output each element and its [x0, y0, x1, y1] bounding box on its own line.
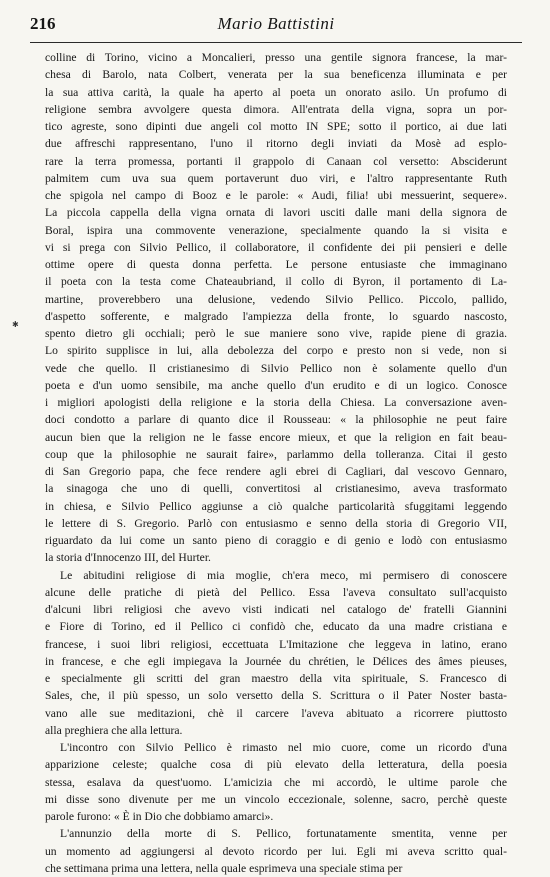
text-line: francese, i suoi libri religiosi, eccettuata L'Imitazione che leggeva in latino, erano: [45, 637, 507, 651]
text-line: rare la terra promessa, portanti il grappolo di Canaan col versetto: Absciderunt: [45, 154, 507, 168]
text-line: due affreschi rappresentano, l'uno il ritorno degli inviati da Mosè ad esplo-: [45, 137, 507, 151]
text-line: martine, proverebbero una delusione, vedendo Silvio Pellico. Piccolo, pallido,: [45, 292, 507, 306]
text-line: vede che quello. Il cristianesimo di Silvio Pellico non è solamente quello d'un: [45, 361, 507, 375]
text-line: d'alcuni libri religiosi che avevo visti indicati nel catalogo de' fratelli Giannini: [45, 603, 507, 616]
text-line: che settimana prima una lettera, nella quale esprimeva una speciale stima per: [45, 861, 403, 875]
text-line: che spigola nel campo di Booz e le parole: « Audi, filia! ubi messuerint, sequere».: [45, 189, 507, 202]
text-line: ottime opere di questa donna perfetta. Le persone entusiaste che immaginano: [45, 258, 507, 271]
text-line: Sales, che, il più spesso, un solo versetto della S. Scrittura o il Pater Noster basta-: [45, 689, 507, 703]
text-line: e Fiore di Torino, ed il Pellico ci confidò che, educato da una madre cristiana e: [45, 620, 507, 634]
text-line: alla preghiera che alla lettura.: [45, 723, 183, 737]
text-line: i migliori apologisti della religione e la storia della Chiesa. La conversazione aven-: [45, 396, 507, 409]
text-line: La piccola cappella della vigna ornata di lavori usciti dalle mani della signora de: [45, 206, 507, 220]
text-line: religione sembra avvolgere questa dimora. All'entrata della vigna, sopra un por-: [45, 102, 507, 116]
text-line: parole furono: « È in Dio che dobbiamo amarci».: [45, 810, 274, 823]
paragraph: [45, 567, 507, 740]
text-line: riguardato da lui come un santo pieno di coraggio e di genio e lodò con entusiasmo: [45, 534, 507, 547]
text-line: aucun bien que la religion ne le fasse encore mieux, et que la religion en fait beau-: [45, 430, 507, 444]
text-line: un momento ad aggiungersi al devoto ricordo per lui. Egli mi aveva scritto qual-: [45, 844, 507, 858]
page-header: [30, 14, 522, 42]
text-line: tico agreste, sono dipinti due angeli col motto IN SPE; sotto il portico, ai due lati: [45, 120, 507, 133]
text-line: Le abitudini religiose di mia moglie, ch'era meco, mi permisero di conoscere: [60, 568, 507, 582]
text-line: stessa, esalava da quest'uomo. L'amicizia che mi accordò, le ultime parole che: [45, 775, 507, 789]
text-line: d'aspetto sofferente, e malgrado l'ampiezza della fronte, lo sguardo nascosto,: [45, 309, 507, 323]
text-line: L'annunzio della morte di S. Pellico, fortunatamente smentita, venne per: [60, 827, 507, 841]
text-line: chesa di Barolo, nata Colbert, venerata per la sua beneficenza illuminata e per: [45, 68, 507, 82]
text-line: poeta e d'un uomo sensibile, ma anche quello d'un erudito e di un logico. Conosce: [45, 378, 507, 392]
text-line: doci condotto a parlare di quanto dice il Rousseau: « la philosophie ne peut faire: [45, 413, 507, 427]
page-number: 216: [30, 14, 56, 33]
text-line: le lettere di S. Gregorio. Parlò con entusiasmo e senno della storia di Gregorio VII,: [45, 516, 507, 530]
text-line: vi si prega con Silvio Pellico, il collaboratore, il confidente dei pii pensieri e delle: [45, 240, 507, 254]
header-rule: [30, 42, 522, 43]
paragraph: [45, 825, 507, 877]
text-line: la storia d'Innocenzo III, del Hurter.: [45, 551, 211, 565]
body-text: [45, 49, 507, 877]
running-title: Mario Battistini: [217, 14, 335, 33]
text-line: L'incontro con Silvio Pellico è rimasto nel mio cuore, come un ricordo d'una: [60, 741, 507, 754]
text-line: in chiesa, e Silvio Pellico aggiunse a ciò qualche particolarità sfuggitami leggendo: [45, 499, 507, 513]
text-line: il poeta con la testa come Chateaubriand, il collo di Byron, il portamento di La-: [45, 275, 507, 289]
paragraph: [45, 739, 507, 825]
text-line: mi disse sono divenute per me un vincolo eccezionale, solenne, sacro, perchè queste: [45, 792, 507, 806]
text-line: la sua attiva carità, la quale ha aperto al poeta un onorato asilo. Un profumo di: [45, 85, 507, 99]
text-line: la sinagoga che uno di quelli, convertitosi al cristianesimo, aveva trasformato: [45, 482, 507, 496]
text-line: spento dietro gli occhiali; però le sue maniere sono vive, rapide piene di grazia.: [45, 327, 507, 340]
margin-mark-icon: ✱: [12, 320, 19, 329]
text-line: in francese, e che egli impiegava la Journée du chrétien, le Délices des âmes pieuses,: [45, 654, 507, 668]
text-line: e specialmente gli scritti del gran maestro della vita spirituale, S. Francesco di: [45, 672, 507, 685]
text-line: coup que la philosophie ne saurait faire», parlammo della tolleranza. Citai il gesto: [45, 447, 507, 461]
paragraph: [45, 49, 507, 567]
text-line: Boral, ispira una commovente venerazione, specialmente quando la si visita e: [45, 223, 507, 237]
text-line: apparizione celeste; qualche cosa di più elevato della letteratura, della poesia: [45, 758, 507, 772]
text-line: colline di Torino, vicino a Moncalieri, presso una gentile signora francese, la mar-: [45, 51, 507, 64]
text-line: vano alle sue meditazioni, chè il carcere l'aveva abituato a ricorrere piuttosto: [45, 706, 507, 720]
text-line: alcune delle pratiche di pietà del Pellico. Essa l'aveva consultato sull'acquisto: [45, 585, 507, 599]
text-line: Lo spirito supplisce in lui, alla debolezza del corpo e presto non si vede, non si: [45, 344, 507, 358]
text-line: di San Gregorio papa, che fece rendere agli ebrei di Cagliari, dal vescovo Gennaro,: [45, 465, 507, 478]
text-line: palmitem cum uva sua quem portaverunt duo viri, e l'altro rappresentante Ruth: [45, 171, 507, 185]
